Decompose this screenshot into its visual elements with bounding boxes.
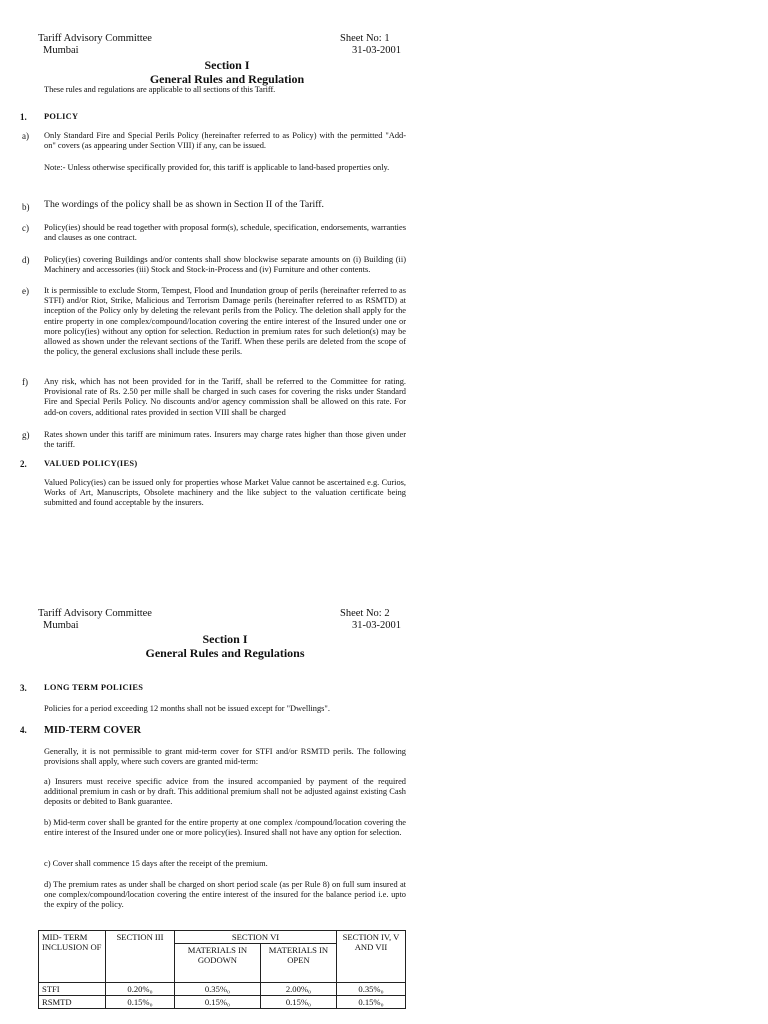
- table-header-cell: MATERIALS IN OPEN: [260, 944, 336, 983]
- valued-policy-heading: VALUED POLICY(IES): [44, 459, 138, 468]
- table-header-cell: MID- TERM INCLUSION OF: [39, 931, 106, 983]
- rates-table: [38, 930, 406, 1009]
- mid-term-heading: MID-TERM COVER: [44, 725, 142, 736]
- table-cell: 0.15%₀: [106, 996, 175, 1009]
- clause-label: f): [22, 377, 28, 387]
- table-cell: 0.35%₀: [337, 983, 406, 996]
- clause-label: a): [22, 131, 29, 141]
- table-cell: 0.15%₀: [260, 996, 336, 1009]
- clause-f-text: Any risk, which has not been provided for in the Tariff, shall be referred to the Committee for rating. Provisional rate of Rs. 2.50 per mille shall be charged in such cases for covering the risks under Standard Fire and Special Perils Policy. No discounts and/or agency commission shall be allowed on this rate. For add-on covers, additional rates provided in section VIII shall be charged: [44, 377, 406, 417]
- item-number: 4.: [20, 725, 27, 735]
- table-header-cell: SECTION III: [106, 931, 175, 983]
- clause-b-text: The wordings of the policy shall be as shown in Section II of the Tariff.: [44, 199, 325, 210]
- table-header-cell: SECTION IV, V AND VII: [337, 931, 406, 983]
- item-number: 1.: [20, 112, 27, 122]
- table-row: [39, 996, 406, 1009]
- city-name: Mumbai: [43, 45, 79, 56]
- org-name: Tariff Advisory Committee: [38, 608, 152, 619]
- long-term-heading: LONG TERM POLICIES: [44, 683, 144, 692]
- table-cell: 2.00%₀: [260, 983, 336, 996]
- table-row: [39, 983, 406, 996]
- sheet-number: Sheet No: 2: [340, 608, 390, 619]
- clause-label: d): [22, 255, 30, 265]
- page-title: General Rules and Regulations: [145, 646, 305, 660]
- table-cell: STFI: [39, 983, 106, 996]
- long-term-text: Policies for a period exceeding 12 months shall not be issued except for "Dwellings".: [44, 704, 330, 713]
- mid-term-clause-b: b) Mid-term cover shall be granted for the entire property at one complex /compound/location covering the entire interest of the Insured under one or more policy(ies). Insured shall not have any option for selection.: [44, 818, 406, 838]
- note-text: Note:- Unless otherwise specifically provided for, this tariff is applicable to land-based properties only.: [44, 163, 390, 172]
- page-title: General Rules and Regulation: [149, 72, 305, 86]
- mid-term-clause-a: a) Insurers must receive specific advice from the insured accompanied by payment of the required additional premium in cash or by draft. This additional premium shall not be adjusted against existing Cash deposits or debited to Bank guarantee.: [44, 777, 406, 807]
- valued-policy-text: Valued Policy(ies) can be issued only for properties whose Market Value cannot be ascertained e.g. Curios, Works of Art, Manuscripts, Obsolete machinery and the like subject to the valuation certificate being submitted and found acceptable by the insurers.: [44, 478, 406, 508]
- clause-label: e): [22, 286, 29, 296]
- sheet-date: 31-03-2001: [352, 45, 401, 56]
- item-number: 3.: [20, 683, 27, 693]
- policy-heading: POLICY: [44, 112, 79, 121]
- table-cell: RSMTD: [39, 996, 106, 1009]
- clause-g-text: Rates shown under this tariff are minimum rates. Insurers may charge rates higher than those given under the tariff.: [44, 430, 406, 450]
- table-header-cell: MATERIALS IN GODOWN: [175, 944, 261, 983]
- mid-term-clause-d: d) The premium rates as under shall be charged on short period scale (as per Rule 8) on full sum insured at one complex/compound/location covering the entire interest of the insured for the balance period i.e. upto the expiry of the policy.: [44, 880, 406, 910]
- table-cell: 0.15%₀: [337, 996, 406, 1009]
- clause-a-text: Only Standard Fire and Special Perils Policy (hereinafter referred to as Policy) with the permitted "Add- on" covers (as appearing under Section VIII) if any, can be issued.: [44, 131, 406, 151]
- intro-text: These rules and regulations are applicable to all sections of this Tariff.: [44, 85, 276, 94]
- sheet-date: 31-03-2001: [352, 620, 401, 631]
- clause-e-text: It is permissible to exclude Storm, Tempest, Flood and Inundation group of perils (hereinafter referred to as STFI) and/or Riot, Strike, Malicious and Terrorism Damage perils (hereinafter referred to as RSMTD) at inception of the Policy only by deleting the relevant perils from the Policy. The deletion shall apply for the entire property in one complex/compound/location covering the entire interest of the Insured under one or more policy(ies) without any option for selection. Reduction in premium rates for such deletion(s) may be allowed as shown under the relevant sections of the Tariff. When these perils are deleted from the scope of the policy, the general exclusions shall include these perils.: [44, 286, 406, 357]
- org-name: Tariff Advisory Committee: [38, 33, 152, 44]
- item-number: 2.: [20, 459, 27, 469]
- table-cell: 0.35%₀: [175, 983, 261, 996]
- clause-label: b): [22, 202, 30, 212]
- sheet-number: Sheet No: 1: [340, 33, 390, 44]
- mid-term-clause-c: c) Cover shall commence 15 days after the receipt of the premium.: [44, 859, 268, 868]
- mid-term-intro: Generally, it is not permissible to grant mid-term cover for STFI and/or RSMTD perils. The following provisions shall apply, where such covers are granted mid-term:: [44, 747, 406, 767]
- clause-d-text: Policy(ies) covering Buildings and/or contents shall show blockwise separate amounts on (i) Building (ii) Machinery and accessories (iii) Stock and Stock-in-Process and (iv) Furniture and other contents.: [44, 255, 406, 275]
- section-heading: Section I: [202, 632, 248, 646]
- clause-c-text: Policy(ies) should be read together with proposal form(s), schedule, specification, endorsements, warranties and clauses as one contract.: [44, 223, 406, 243]
- clause-label: g): [22, 430, 30, 440]
- section-heading: Section I: [204, 58, 250, 72]
- city-name: Mumbai: [43, 620, 79, 631]
- clause-label: c): [22, 223, 29, 233]
- table-cell: 0.15%₀: [175, 996, 261, 1009]
- table-header-cell: SECTION VI: [175, 931, 337, 944]
- table-cell: 0.20%₀: [106, 983, 175, 996]
